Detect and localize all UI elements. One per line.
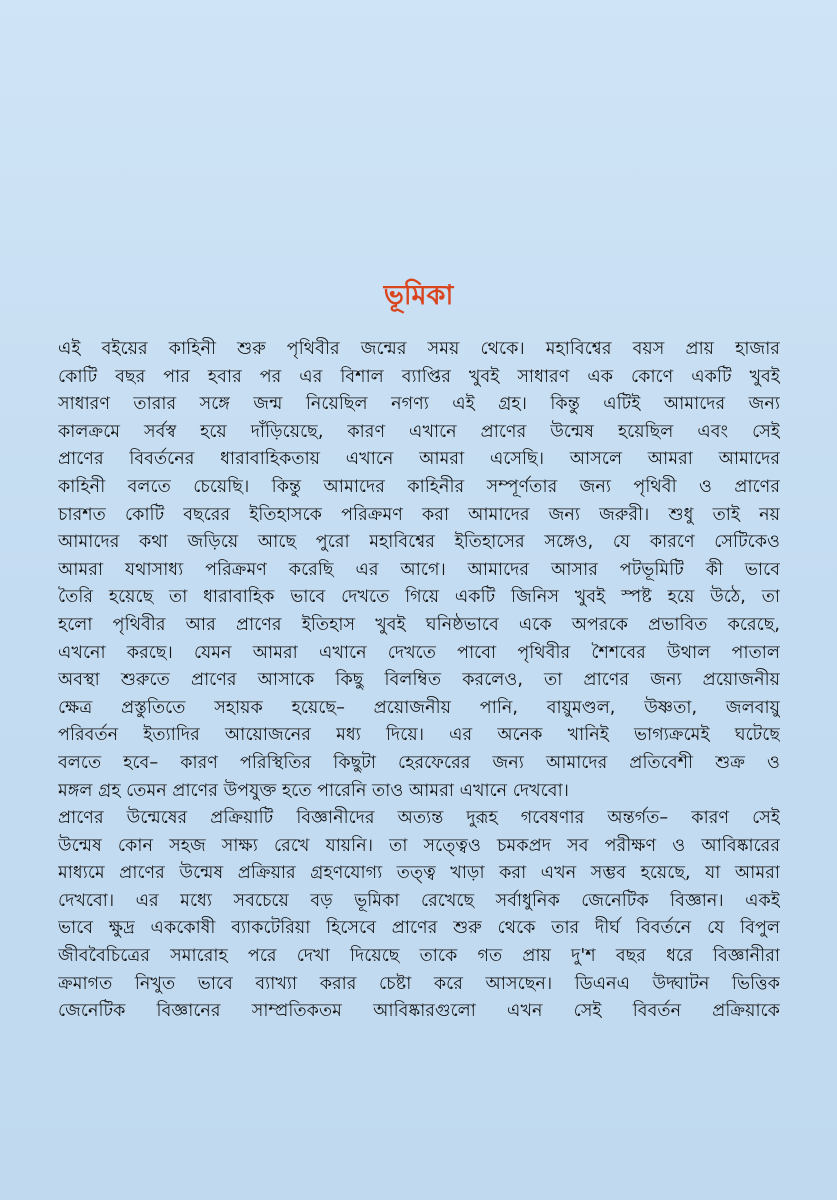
text-line: তৈরি হয়েছে তা ধারাবাহিক ভাবে দেখতে গিয়ে একটি জিনিস খুবই স্পষ্ট হয়ে উঠে, তা [58,587,780,608]
text-line: হলো পৃথিবীর আর প্রাণের ইতিহাস খুবই ঘনিষ্ঠভাবে একে অপরকে প্রভাবিত করেছে, [58,614,780,635]
text-line: প্রাণের বিবর্তনের ধারাবাহিকতায় এখানে আমরা এসেছি। আসলে আমরা আমাদের [58,449,780,470]
text-line: কোটি বছর পার হবার পর এর বিশাল ব্যাপ্তির খুবই সাধারণ এক কোণে একটি খুবই [58,366,780,387]
page-title: ভূমিকা [383,280,454,311]
text-line: অবস্থা শুরুতে প্রাণের আসাকে কিছু বিলম্বিত করলেও, তা প্রাণের জন্য প্রয়োজনীয় [58,670,780,691]
text-line: ভাবে ক্ষুদ্র এককোষী ব্যাকটেরিয়া হিসেবে প্রাণের শুরু থেকে তার দীর্ঘ বিবর্তনে যে বিপুল [58,918,780,939]
text-line: ক্ষেত্র প্রস্তুতিতে সহায়ক হয়েছে– প্রয়োজনীয় পানি, বায়ুমণ্ডল, উষ্ণতা, জলবায়ু [58,697,780,718]
text-line: বলতে হবে– কারণ পরিস্থিতির কিছুটা হেরফেরের জন্য আমাদের প্রতিবেশী শুক্র ও [58,752,780,773]
text-line: আমরা যথাসাধ্য পরিক্রমণ করেছি এর আগে। আমাদের আসার পটভূমিটি কী ভাবে [58,559,780,580]
text-line: জেনেটিক বিজ্ঞানের সাম্প্রতিকতম আবিষ্কারগুলো এখন সেই বিবর্তন প্রক্রিয়াকে [58,1001,780,1022]
text-line: দেখবো। এর মধ্যে সবচেয়ে বড় ভূমিকা রেখেছে সর্বাধুনিক জেনেটিক বিজ্ঞান। একই [58,890,780,911]
text-line: মাধ্যমে প্রাণের উন্মেষ প্রক্রিয়ার গ্রহণযোগ্য তত্ত্ব খাড়া করা এখন সম্ভব হয়েছে, যা আমরা [58,863,780,884]
text-line: আমাদের কথা জড়িয়ে আছে পুরো মহাবিশ্বের ইতিহাসের সঙ্গেও, যে কারণে সেটিকেও [58,532,780,553]
text-line: এই বইয়ের কাহিনী শুরু পৃথিবীর জন্মের সময় থেকে। মহাবিশ্বের বয়স প্রায় হাজার [58,339,780,359]
text-line: কাহিনী বলতে চেয়েছি। কিন্তু আমাদের কাহিনীর সম্পূর্ণতার জন্য পৃথিবী ও প্রাণের [58,476,780,497]
text-line: ক্রমাগত নিখুত ভাবে ব্যাখ্যা করার চেষ্টা করে আসছেন। ডিএনএ উদ্ঘাটন ভিত্তিক [58,973,780,994]
text-line: কালক্রমে সর্বস্ব হয়ে দাঁড়িয়েছে, কারণ এখানে প্রাণের উন্মেষ হয়েছিল এবং সেই [58,421,780,442]
text-line: চারশত কোটি বছরের ইতিহাসকে পরিক্রমণ করা আমাদের জন্য জরুরী। শুধু তাই নয় [58,504,780,525]
text-line: পরিবর্তন ইত্যাদির আয়োজনের মধ্য দিয়ে। এর অনেক খানিই ভাগ্যক্রমেই ঘটেছে [58,725,780,746]
text-line: মঙ্গল গ্রহ তেমন প্রাণের উপযুক্ত হতে পারেনি তাও আমরা এখানে দেখবো। [58,780,569,801]
text-line: এখনো করছে। যেমন আমরা এখানে দেখতে পাবো পৃথিবীর শৈশবের উথাল পাতাল [58,642,780,663]
text-line: প্রাণের উন্মেষের প্রক্রিয়াটি বিজ্ঞানীদের অত্যন্ত দুরূহ গবেষণার অন্তর্গত– কারণ সেই [58,808,780,829]
text-line: সাধারণ তারার সঙ্গে জন্ম নিয়েছিল নগণ্য এই গ্রহ। কিন্তু এটিই আমাদের জন্য [58,394,780,415]
body-text [58,336,780,1026]
text-line: জীববৈচিত্রের সমারোহ পরে দেখা দিয়েছে তাকে গত প্রায় দু'শ বছর ধরে বিজ্ঞানীরা [58,946,780,967]
text-line: উন্মেষ কোন সহজ সাক্ষ্য রেখে যায়নি। তা সত্ত্বেও চমকপ্রদ সব পরীক্ষণ ও আবিষ্কারের [58,835,780,856]
